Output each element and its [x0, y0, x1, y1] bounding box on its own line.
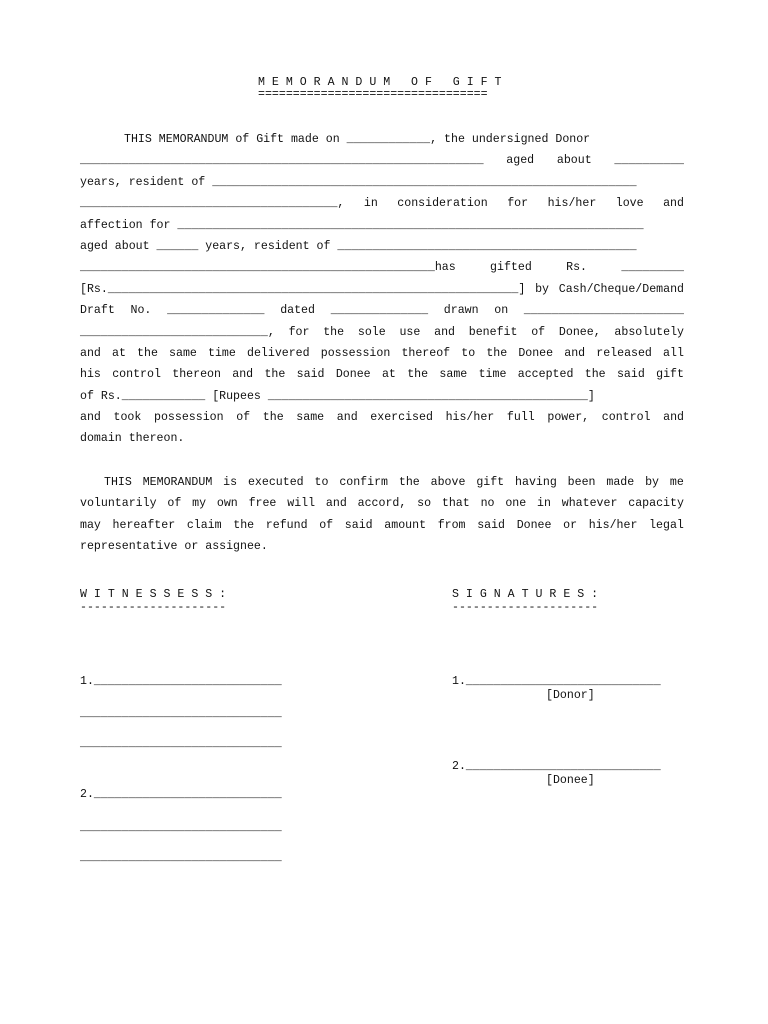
paragraph-line	[80, 493, 684, 514]
paragraph-word: for	[507, 197, 529, 211]
paragraph-word: exercised	[370, 411, 433, 425]
paragraph-word: control	[112, 368, 161, 382]
paragraph-word: absolutely	[614, 325, 684, 339]
paragraph-word: at	[112, 346, 126, 360]
paragraph-word: all	[663, 346, 684, 360]
paragraph-word: gifted	[490, 261, 532, 275]
paragraph-line	[80, 279, 684, 300]
paragraph-word: gift	[656, 368, 684, 382]
paragraph-word: use	[399, 325, 421, 339]
document-title: M E M O R A N D U M O F G I F T	[258, 76, 502, 89]
paragraph-word: ______________	[167, 304, 265, 318]
paragraph-word: having	[515, 476, 557, 489]
paragraph-word: time	[208, 346, 236, 360]
donor-signature-line: 1.____________________________	[452, 675, 661, 688]
paragraph-line	[80, 172, 684, 193]
confirmation-paragraph	[80, 472, 684, 558]
paragraph-word: whatever	[561, 497, 618, 511]
paragraph-word: at	[381, 368, 396, 382]
paragraph-word: the	[407, 368, 429, 382]
paragraph-word: about	[556, 154, 592, 168]
paragraph-word: sole	[357, 325, 386, 339]
witness-2-line-3: _____________________________	[80, 851, 282, 864]
paragraph-word: own	[216, 497, 238, 511]
paragraph-word: and	[663, 197, 684, 211]
paragraph-word: and	[564, 346, 586, 360]
signatures-rule: ---------------------	[452, 601, 599, 614]
signatures-heading: S I G N A T U R E S :	[452, 588, 599, 601]
witness-1-line-2: _____________________________	[80, 707, 282, 720]
paragraph-line	[80, 257, 684, 278]
paragraph-word: love	[615, 197, 644, 211]
paragraph-word: _____________________________________,	[80, 197, 345, 211]
paragraph-word: possession	[154, 411, 224, 425]
paragraph-word: accord,	[357, 497, 407, 511]
paragraph-word: the	[264, 368, 286, 382]
paragraph-word: above	[430, 476, 466, 489]
paragraph-word: time	[478, 368, 507, 382]
paragraph-word: free	[248, 497, 277, 511]
paragraph-word: claim	[186, 518, 222, 532]
paragraph-word: same	[169, 346, 197, 360]
paragraph-word: of	[531, 325, 546, 339]
paragraph-word: me	[669, 476, 684, 489]
paragraph-word: and	[663, 411, 684, 425]
paragraph-line	[80, 129, 684, 150]
paragraph-word: in	[537, 497, 551, 511]
paragraph-word: power,	[547, 411, 590, 425]
paragraph-word: Cash/Cheque/Demand	[558, 282, 684, 296]
paragraph-word: from	[437, 518, 466, 532]
paragraph-word: and	[434, 325, 455, 339]
paragraph-word: in	[363, 197, 378, 211]
paragraph-word: the	[486, 346, 508, 360]
paragraph-word: and	[336, 411, 358, 425]
paragraph-line	[80, 215, 684, 236]
paragraph-word: domain thereon.	[80, 432, 185, 446]
paragraph-word: the	[584, 368, 606, 382]
paragraph-line	[80, 300, 684, 321]
paragraph-line	[80, 515, 684, 536]
paragraph-word: that	[441, 497, 470, 511]
paragraph-word: to	[461, 346, 476, 360]
paragraph-word: will	[287, 497, 316, 511]
paragraph-line	[80, 536, 684, 557]
paragraph-word: may	[80, 518, 101, 532]
paragraph-word: accepted	[517, 368, 574, 382]
paragraph-word: said	[477, 518, 506, 532]
paragraph-word: Draft	[80, 304, 115, 318]
paragraph-word: and	[80, 411, 101, 425]
paragraph-word: made	[606, 476, 635, 489]
paragraph-word: the	[323, 325, 345, 339]
paragraph-word: ___________________________,	[80, 325, 275, 339]
paragraph-word: ___________________________________________________has	[80, 261, 456, 275]
paragraph-word: THIS	[104, 476, 132, 489]
paragraph-word: the	[233, 518, 255, 532]
paragraph-word: his	[80, 368, 101, 382]
paragraph-word: [Rs.___________________________________________________________]	[80, 282, 526, 296]
paragraph-word: thereon	[172, 368, 221, 382]
paragraph-line	[80, 150, 684, 171]
paragraph-word: so	[417, 497, 432, 511]
paragraph-word: amount	[384, 518, 427, 532]
donee-label: [Donee]	[546, 774, 595, 787]
paragraph-word: Rs.	[566, 261, 588, 275]
paragraph-word: dated	[280, 304, 315, 318]
paragraph-word: or	[563, 518, 578, 532]
paragraph-word: executed	[247, 476, 304, 489]
paragraph-word: to	[314, 476, 329, 489]
gift-paragraph	[80, 129, 684, 450]
paragraph-word: THIS MEMORANDUM of Gift made on ____________, the undersigned Donor	[124, 133, 591, 146]
paragraph-word: of	[167, 497, 182, 511]
paragraph-word: aged	[506, 154, 535, 168]
paragraph-word: representative or assignee.	[80, 540, 268, 554]
paragraph-word: legal	[649, 518, 684, 532]
paragraph-word: released	[596, 346, 652, 360]
paragraph-word: thereof	[401, 346, 451, 360]
paragraph-line	[80, 428, 684, 449]
paragraph-word: Donee,	[558, 325, 601, 339]
title-underline: =================================	[258, 88, 488, 101]
donor-label: [Donor]	[546, 689, 595, 702]
witnesses-rule: ---------------------	[80, 601, 227, 614]
paragraph-word: _______________________	[523, 304, 684, 318]
donee-signature-line: 2.____________________________	[452, 760, 661, 773]
paragraph-word: affection for ___________________________________________________________________	[80, 218, 644, 232]
paragraph-line	[80, 407, 684, 428]
paragraph-line	[80, 472, 684, 493]
paragraph-word: for	[288, 325, 310, 339]
paragraph-word: the	[262, 411, 284, 425]
paragraph-word: been	[567, 476, 596, 489]
paragraph-word: voluntarily	[80, 497, 157, 511]
paragraph-word: delivered	[246, 346, 310, 360]
paragraph-word: his/her	[588, 518, 638, 532]
paragraph-word: my	[192, 497, 207, 511]
paragraph-word: control	[601, 411, 651, 425]
paragraph-word: said	[616, 368, 645, 382]
paragraph-word: same	[296, 411, 325, 425]
paragraph-word: Donee	[516, 518, 552, 532]
paragraph-word: possession	[320, 346, 391, 360]
paragraph-word: Donee	[335, 368, 371, 382]
paragraph-word: his/her	[445, 411, 495, 425]
paragraph-word: took	[113, 411, 142, 425]
paragraph-word: _________	[621, 261, 684, 275]
paragraph-word: and	[80, 346, 101, 360]
paragraph-line	[80, 322, 684, 343]
paragraph-word: consideration	[397, 197, 488, 211]
paragraph-word: of	[236, 411, 251, 425]
paragraph-word: the	[398, 476, 420, 489]
paragraph-word: said	[296, 368, 325, 382]
paragraph-word: full	[506, 411, 535, 425]
paragraph-word: and	[325, 497, 347, 511]
witness-1-line-3: _____________________________	[80, 737, 282, 750]
paragraph-word: by	[645, 476, 660, 489]
paragraph-word: __________	[614, 154, 684, 168]
paragraph-word: confirm	[339, 476, 389, 489]
witness-2-line: 2.___________________________	[80, 788, 282, 801]
paragraph-word: said	[344, 518, 373, 532]
paragraph-word: same	[439, 368, 468, 382]
paragraph-word: capacity	[628, 497, 684, 511]
paragraph-word: on	[494, 304, 509, 318]
paragraph-word: no	[480, 497, 495, 511]
paragraph-word: aged about ______ years, resident of ___________________________________________	[80, 239, 637, 253]
paragraph-word: his/her	[547, 197, 597, 211]
witnesses-heading: W I T N E S S E S S :	[80, 588, 227, 601]
paragraph-word: drawn	[443, 304, 479, 318]
paragraph-word: one	[505, 497, 527, 511]
paragraph-word: the	[137, 346, 158, 360]
paragraph-word: ______________	[330, 304, 429, 318]
paragraph-word: benefit	[468, 325, 518, 339]
paragraph-word: Donee	[518, 346, 554, 360]
paragraph-line	[80, 193, 684, 214]
paragraph-word: by	[535, 282, 549, 296]
paragraph-word: No.	[130, 304, 152, 318]
paragraph-line	[80, 343, 684, 364]
paragraph-word: refund	[265, 518, 308, 532]
paragraph-word: __________________________________________________________	[80, 154, 484, 168]
paragraph-word: gift	[476, 476, 505, 489]
paragraph-word: is	[223, 476, 238, 489]
witness-2-line-2: _____________________________	[80, 821, 282, 834]
paragraph-word: hereafter	[112, 518, 176, 532]
paragraph-line	[80, 364, 684, 385]
paragraph-line	[80, 236, 684, 257]
paragraph-word: of Rs.____________ [Rupees ______________________________________________]	[80, 389, 595, 403]
paragraph-word: MEMORANDUM	[142, 476, 213, 489]
paragraph-line	[80, 386, 684, 407]
paragraph-word: years, resident of _____________________________________________________________	[80, 175, 637, 189]
paragraph-word: of	[319, 518, 334, 532]
witness-1-line: 1.___________________________	[80, 675, 282, 688]
paragraph-word: and	[232, 368, 254, 382]
